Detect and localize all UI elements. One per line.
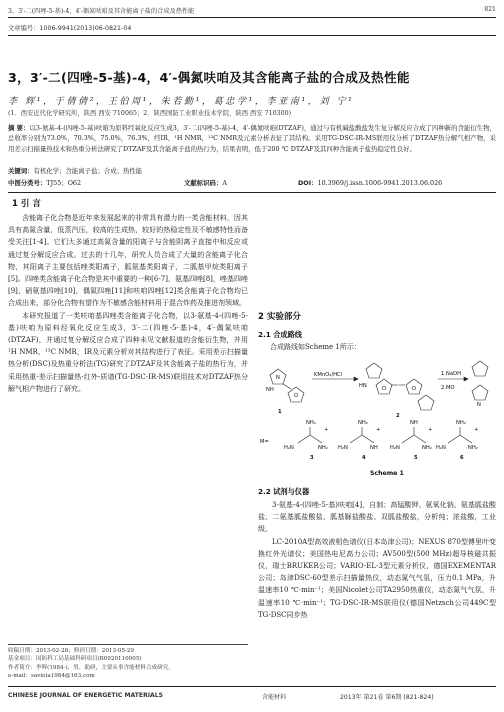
compound-label-4: 4 bbox=[362, 455, 366, 461]
classification-row bbox=[8, 178, 496, 187]
page-number: 821 bbox=[484, 6, 496, 13]
instruments-paragraph: LC-2010A型高效液相色谱仪(日本岛津公司)；NEXUS 870型傅里叶变换红外光谱仪；美国热电尼高力公司；AV500型(500 MHz)超导核磁共振仪，瑞士BRUKER公司；VARIO-EL-3型元素分析仪，德国EXEMENTAR公司；岛津DSC-60型差示扫描量热仪，动态氮气气氛，压力0.1 MPa，升温速率10 ℃·min⁻¹；美国Nicolet公司TA2950热重仪，动态氮气气氛，升温速率10 ℃·min⁻¹；TG-DSC-IR-MS联用仪(德国Netzsch公司449C型TG-DSC同步热 bbox=[258, 537, 496, 619]
atom-label: NH₂ bbox=[456, 420, 466, 426]
atom-label: N bbox=[477, 402, 481, 408]
footer-rule bbox=[8, 686, 496, 687]
atom-label: HN bbox=[359, 383, 367, 389]
m-label: M= bbox=[260, 439, 269, 445]
atom-label: O bbox=[412, 386, 417, 392]
doc-code-label: 文献标识码： bbox=[184, 179, 223, 187]
left-column bbox=[8, 212, 248, 395]
scheme-caption: Scheme 1 bbox=[370, 470, 404, 477]
section-2-heading: 2 实验部分 bbox=[258, 312, 301, 322]
atom-label: NH bbox=[266, 387, 274, 393]
atom-label: H₂N bbox=[390, 445, 400, 451]
footnote bbox=[8, 647, 248, 681]
doi-link[interactable]: 10.3969/j.issn.1006-9941.2013.06.026 bbox=[317, 179, 443, 187]
atom-label: + bbox=[428, 427, 433, 433]
reagents-paragraph: 3-氨基-4-(四唑-5-基)呋咱[4]，自制；高锰酸钾、氨氧化钠、氨基胍盐酸盐、二氨基胍盐酸盐、胍基脲盐酸盐、双胍盐酸盐，分析纯；浓盐酸，工业级。 bbox=[258, 501, 496, 534]
intro-paragraph-1: 含能离子化合物是近年来发展起来的非常具有潜力的一类含能材料，因其具有高氮含量，低蒸汽压，较高的生成热，较好的热稳定性及不敏感特性而备受关注[1-4]。它们大多通过高氮含量的阳离子与含能阴离子直接中和反应或通过复分解反应合成。过去的十几年，研究人员合成了大量的含能离子化合物，其阳离子主要包括唑类阳离子，胍氨基类阳离子，二胍基甲烷类阳离子[5]。四唑类含能离子化合物是其中重要的一种[6-7]，氨基四唑[8]，唑基四唑[9]，硝氨基四唑[10]，偶氮四唑[11]和呋咱四唑[12]类含能离子化合物均已合成出来，部分化合物有望作为不敏感含能材料用于混合炸药及推进剂领域。 bbox=[8, 214, 248, 308]
footer-journal: CHINESE JOURNAL OF ENERGETIC MATERIALS bbox=[8, 692, 164, 699]
abstract-rule bbox=[8, 192, 496, 193]
intro-paragraph-2: 本研究报道了一类呋咱基四唑类含能离子化合物，以3-氨基-4-(四唑-5-基)呋咱为原料经氧化反应生成3，3′-二(四唑-5-基)-4，4′-偶氮呋咱(DTZAF)，并通过复分解反应合成了四种未见文献报道的含能衍生物，并用¹H NMR，¹³C NMR，IR及元素分析对其结构进行了表征。采用差示扫描量热分析(DSC)及热重分析法(TG)研究了DTZAF及其含能离子盐的热行为，并采用热重-差示扫描量热-红外-质谱(TG-DSC-IR-MS)联用技术对DTZAF热分解气相产物进行了研究。 bbox=[8, 311, 248, 393]
abstract-label: 摘 要： bbox=[8, 124, 30, 132]
footnote-fund: 基金项目：国防科工局基础科研项目(B0920110005) bbox=[8, 656, 142, 663]
footnote-rule bbox=[8, 644, 248, 645]
section-1-heading: 1 引 言 bbox=[12, 199, 41, 209]
clc-value: TJ55；O62 bbox=[46, 179, 82, 187]
abstract-text: 以3-氨基-4-(四唑-5-基)呋咱为原料经氧化反应生成3，3′-二(四唑-5-基)-4，4′-偶氮呋咱(DTZAF)，通过与有机碱盐酸盐发生复分解反应合成了四种新的含能衍生物，总收率分别为73.0%，70.3%，75.0%，76.3%，经IR，¹H NMR，¹³C NMR及元素分析表征了其结构。采用TG-DSC-IR-MS联用仪分析了DTZAF热分解气相产物，采用差示扫描量热技术和热重分析法研究了DTZAF及其含能离子盐的热行为，结果表明，低于200 ℃ DTZAF及其四种含能离子盐热稳定性良好。 bbox=[8, 124, 496, 153]
atom-label: NH bbox=[410, 420, 418, 426]
compound-label-6: 6 bbox=[460, 455, 464, 461]
right-column-body bbox=[258, 499, 496, 621]
atom-label: NH₂ bbox=[306, 420, 316, 426]
compound-label-2: 2 bbox=[396, 413, 400, 419]
running-head bbox=[8, 6, 496, 15]
atom-label: NH bbox=[370, 445, 378, 451]
authors: 李 辉¹，于倩倩²，王伯周¹，朱若勤¹，葛忠学¹，李亚南¹，刘 宁¹ bbox=[8, 96, 355, 107]
atom-label: N bbox=[276, 375, 280, 381]
atom-label: O bbox=[382, 386, 387, 392]
footer-journal-cn: 含能材料 bbox=[262, 694, 287, 701]
atom-label: NH₂ bbox=[358, 420, 368, 426]
footnote-received: 收稿日期：2013-02-28；修回日期：2013-05-29 bbox=[8, 648, 135, 654]
atom-label: H₂N bbox=[436, 445, 446, 451]
reagent-2-label: 1.NaOH bbox=[441, 371, 461, 377]
keywords bbox=[8, 166, 142, 175]
scheme-1-svg bbox=[258, 357, 496, 481]
subsection-2-1-text: 合成路线如Scheme 1所示： bbox=[270, 343, 361, 351]
clc-label: 中图分类号： bbox=[8, 179, 47, 187]
atom-label: NH₂ bbox=[468, 445, 478, 451]
meta-rule bbox=[8, 35, 496, 36]
scheme-1-figure bbox=[258, 357, 496, 481]
doi-label: DOI： bbox=[298, 179, 318, 187]
keywords-text: 有机化学；含能离子盐；合成；热性能 bbox=[33, 167, 143, 175]
doc-code-value: A bbox=[222, 179, 227, 187]
atom-label: + bbox=[324, 427, 329, 433]
article-meta: 文章编号：1006-9941(2013)06-0821-04 bbox=[8, 25, 132, 32]
atom-label: NH₂ bbox=[318, 445, 328, 451]
keywords-label: 关键词： bbox=[8, 167, 34, 175]
atom-label: + bbox=[474, 427, 479, 433]
compound-label-5: 5 bbox=[414, 455, 418, 461]
footnote-email[interactable]: e-mail：saviola1984@163.com bbox=[8, 673, 95, 680]
atom-label: H₂N bbox=[338, 445, 348, 451]
reagent-3-label: 2.MO bbox=[441, 385, 455, 391]
subsection-2-1-heading: 2.1 合成路线 bbox=[258, 330, 302, 339]
footer-issue: 2013年 第21卷 第6期 (821-824) bbox=[340, 694, 434, 701]
footnote-author-bio: 作者简介：李辉(1984-)，男，助研，主要从事含能材料合成研究。 bbox=[8, 664, 174, 671]
reagent-1-label: KMnO₄/HCl bbox=[314, 372, 343, 378]
abstract bbox=[8, 123, 496, 154]
compound-label-1: 1 bbox=[278, 409, 282, 415]
page-title: 3，3′-二(四唑-5-基)-4，4′-偶氮呋咱及其含能离子盐的合成及热性能 bbox=[8, 70, 410, 85]
header-rule bbox=[8, 17, 496, 18]
compound-label-3: 3 bbox=[310, 455, 314, 461]
atom-label: O bbox=[294, 393, 299, 399]
subsection-2-2-heading: 2.2 试剂与仪器 bbox=[258, 487, 310, 496]
affiliations: (1．西安近代化学研究所，陕西 西安 710065；2．陕西国防工业职业技术学院，陕西 西安 710300) bbox=[8, 110, 292, 117]
atom-label: + bbox=[376, 427, 381, 433]
running-head-text: 3，3′-二(四唑-5-基)-4，4′-偶氮呋咱及其含能离子盐的合成及热性能 bbox=[8, 8, 195, 15]
atom-label: H₂N bbox=[284, 445, 294, 451]
atom-label: NH₂ bbox=[422, 445, 432, 451]
